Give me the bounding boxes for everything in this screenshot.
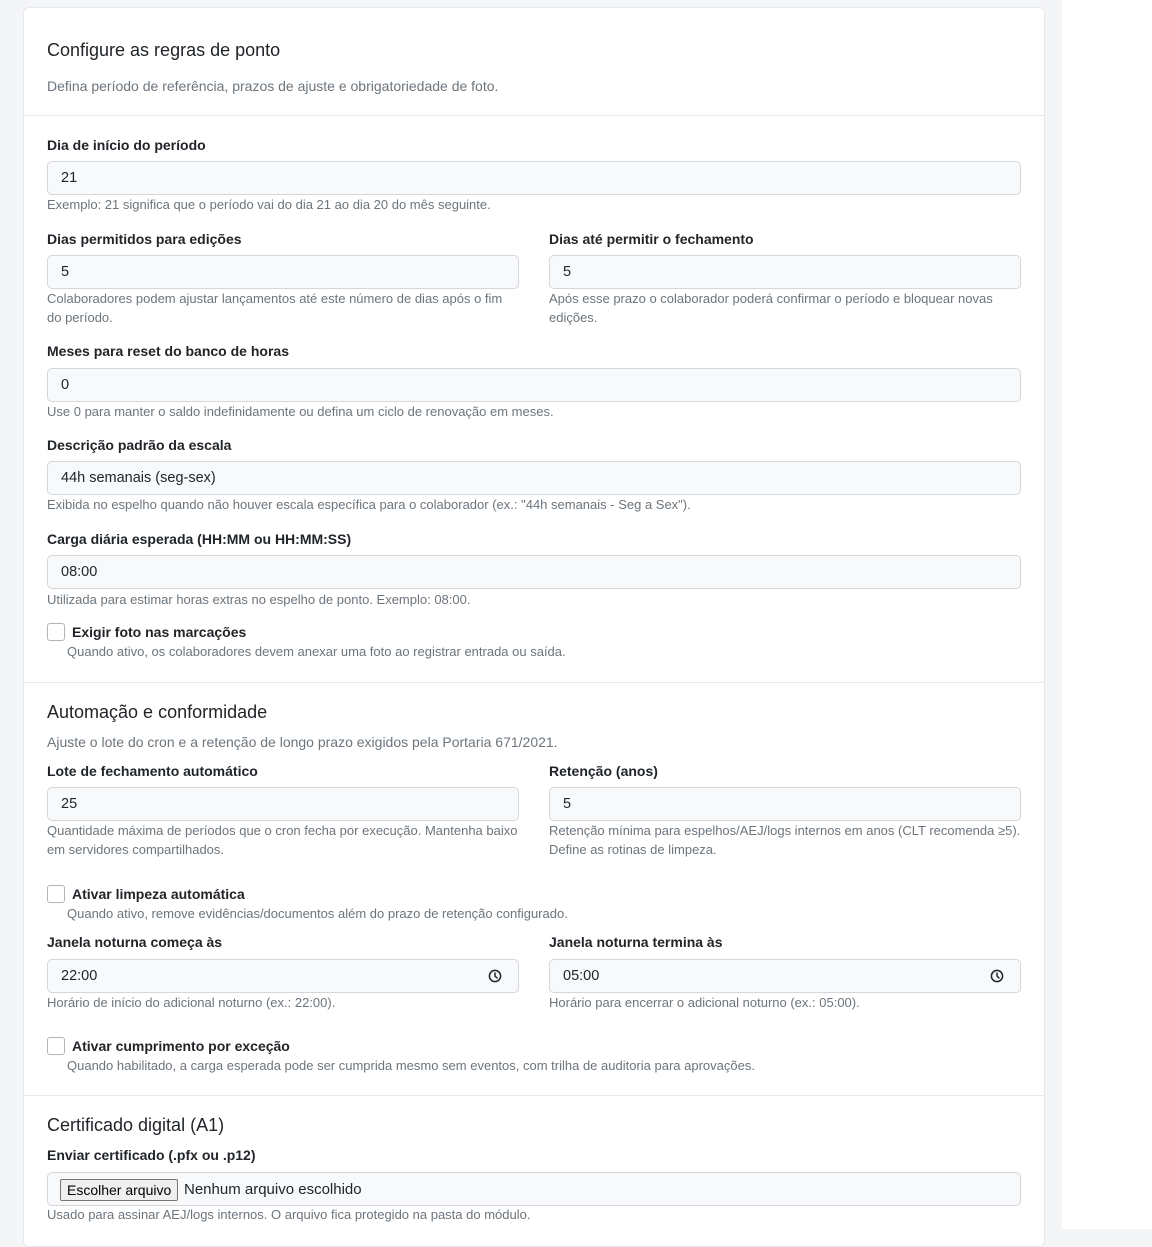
exception-checkbox[interactable] [47,1037,65,1055]
require-photo-checkbox[interactable] [47,623,65,641]
clock-icon[interactable] [990,969,1004,983]
period-start-input[interactable]: 21 [47,161,1021,195]
night-start-help: Horário de início do adicional noturno (ex.: 22:00). [47,995,336,1010]
edit-days-help: Colaboradores podem ajustar lançamentos até este número de dias após o fim do período. [47,291,503,325]
page-title: Configure as regras de ponto [47,40,281,60]
schedule-desc-input[interactable]: 44h semanais (seg-sex) [47,461,1021,495]
schedule-desc-help: Exibida no espelho quando não houver escala específica para o colaborador (ex.: "44h semanais - Seg a Sex"). [47,497,691,512]
certificate-help: Usado para assinar AEJ/logs internos. O arquivo fica protegido na pasta do módulo. [47,1207,531,1222]
batch-label: Lote de fechamento automático [47,763,258,779]
batch-help: Quantidade máxima de períodos que o cron fecha por execução. Mantenha baixo em servidores compartilhados. [47,823,518,857]
section-divider [24,682,1044,683]
daily-load-input[interactable]: 08:00 [47,555,1021,589]
close-days-input[interactable]: 5 [549,255,1021,289]
night-end-input[interactable]: 05:00 [549,959,1021,993]
reset-months-input[interactable]: 0 [47,368,1021,402]
certificate-upload-label: Enviar certificado (.pfx ou .p12) [47,1147,256,1163]
night-end-label: Janela noturna termina às [549,934,723,950]
exception-label[interactable]: Ativar cumprimento por exceção [72,1038,290,1054]
reset-months-label: Meses para reset do banco de horas [47,343,289,359]
schedule-desc-label: Descrição padrão da escala [47,437,232,453]
require-photo-help: Quando ativo, os colaboradores devem anexar uma foto ao registrar entrada ou saída. [67,644,566,659]
page-subtitle: Defina período de referência, prazos de ajuste e obrigatoriedade de foto. [47,78,499,94]
edit-days-label: Dias permitidos para edições [47,231,242,247]
daily-load-help: Utilizada para estimar horas extras no espelho de ponto. Exemplo: 08:00. [47,592,471,607]
close-days-help: Após esse prazo o colaborador poderá confirmar o período e bloquear novas edições. [549,291,993,325]
night-end-help: Horário para encerrar o adicional noturno (ex.: 05:00). [549,995,860,1010]
daily-load-label: Carga diária esperada (HH:MM ou HH:MM:SS) [47,531,352,547]
require-photo-label[interactable]: Exigir foto nas marcações [72,624,247,640]
section-divider [24,1095,1044,1096]
auto-cleanup-help: Quando ativo, remove evidências/documentos além do prazo de retenção configurado. [67,906,568,921]
retention-label: Retenção (anos) [549,763,658,779]
automation-title: Automação e conformidade [47,702,268,722]
automation-subtitle: Ajuste o lote do cron e a retenção de longo prazo exigidos pela Portaria 671/2021. [47,734,558,750]
exception-help: Quando habilitado, a carga esperada pode ser cumprida mesmo sem eventos, com trilha de auditoria para aprovações. [67,1058,755,1073]
no-file-text: Nenhum arquivo escolhido [184,1181,362,1198]
batch-input[interactable]: 25 [47,787,519,821]
night-start-input[interactable]: 22:00 [47,959,519,993]
card-header [24,8,1044,116]
retention-input[interactable]: 5 [549,787,1021,821]
auto-cleanup-checkbox[interactable] [47,885,65,903]
retention-help: Retenção mínima para espelhos/AEJ/logs internos em anos (CLT recomenda ≥5). Define as rotinas de limpeza. [549,823,1021,857]
page-margin [1062,0,1152,1229]
period-start-help: Exemplo: 21 significa que o período vai do dia 21 ao dia 20 do mês seguinte. [47,197,491,212]
edit-days-input[interactable]: 5 [47,255,519,289]
certificate-title: Certificado digital (A1) [47,1115,225,1135]
close-days-label: Dias até permitir o fechamento [549,231,754,247]
night-start-label: Janela noturna começa às [47,934,223,950]
clock-icon[interactable] [488,969,502,983]
period-start-label: Dia de início do período [47,137,206,153]
choose-file-button[interactable]: Escolher arquivo [60,1179,178,1201]
reset-months-help: Use 0 para manter o saldo indefinidamente ou defina um ciclo de renovação em meses. [47,404,554,419]
auto-cleanup-label[interactable]: Ativar limpeza automática [72,886,245,902]
